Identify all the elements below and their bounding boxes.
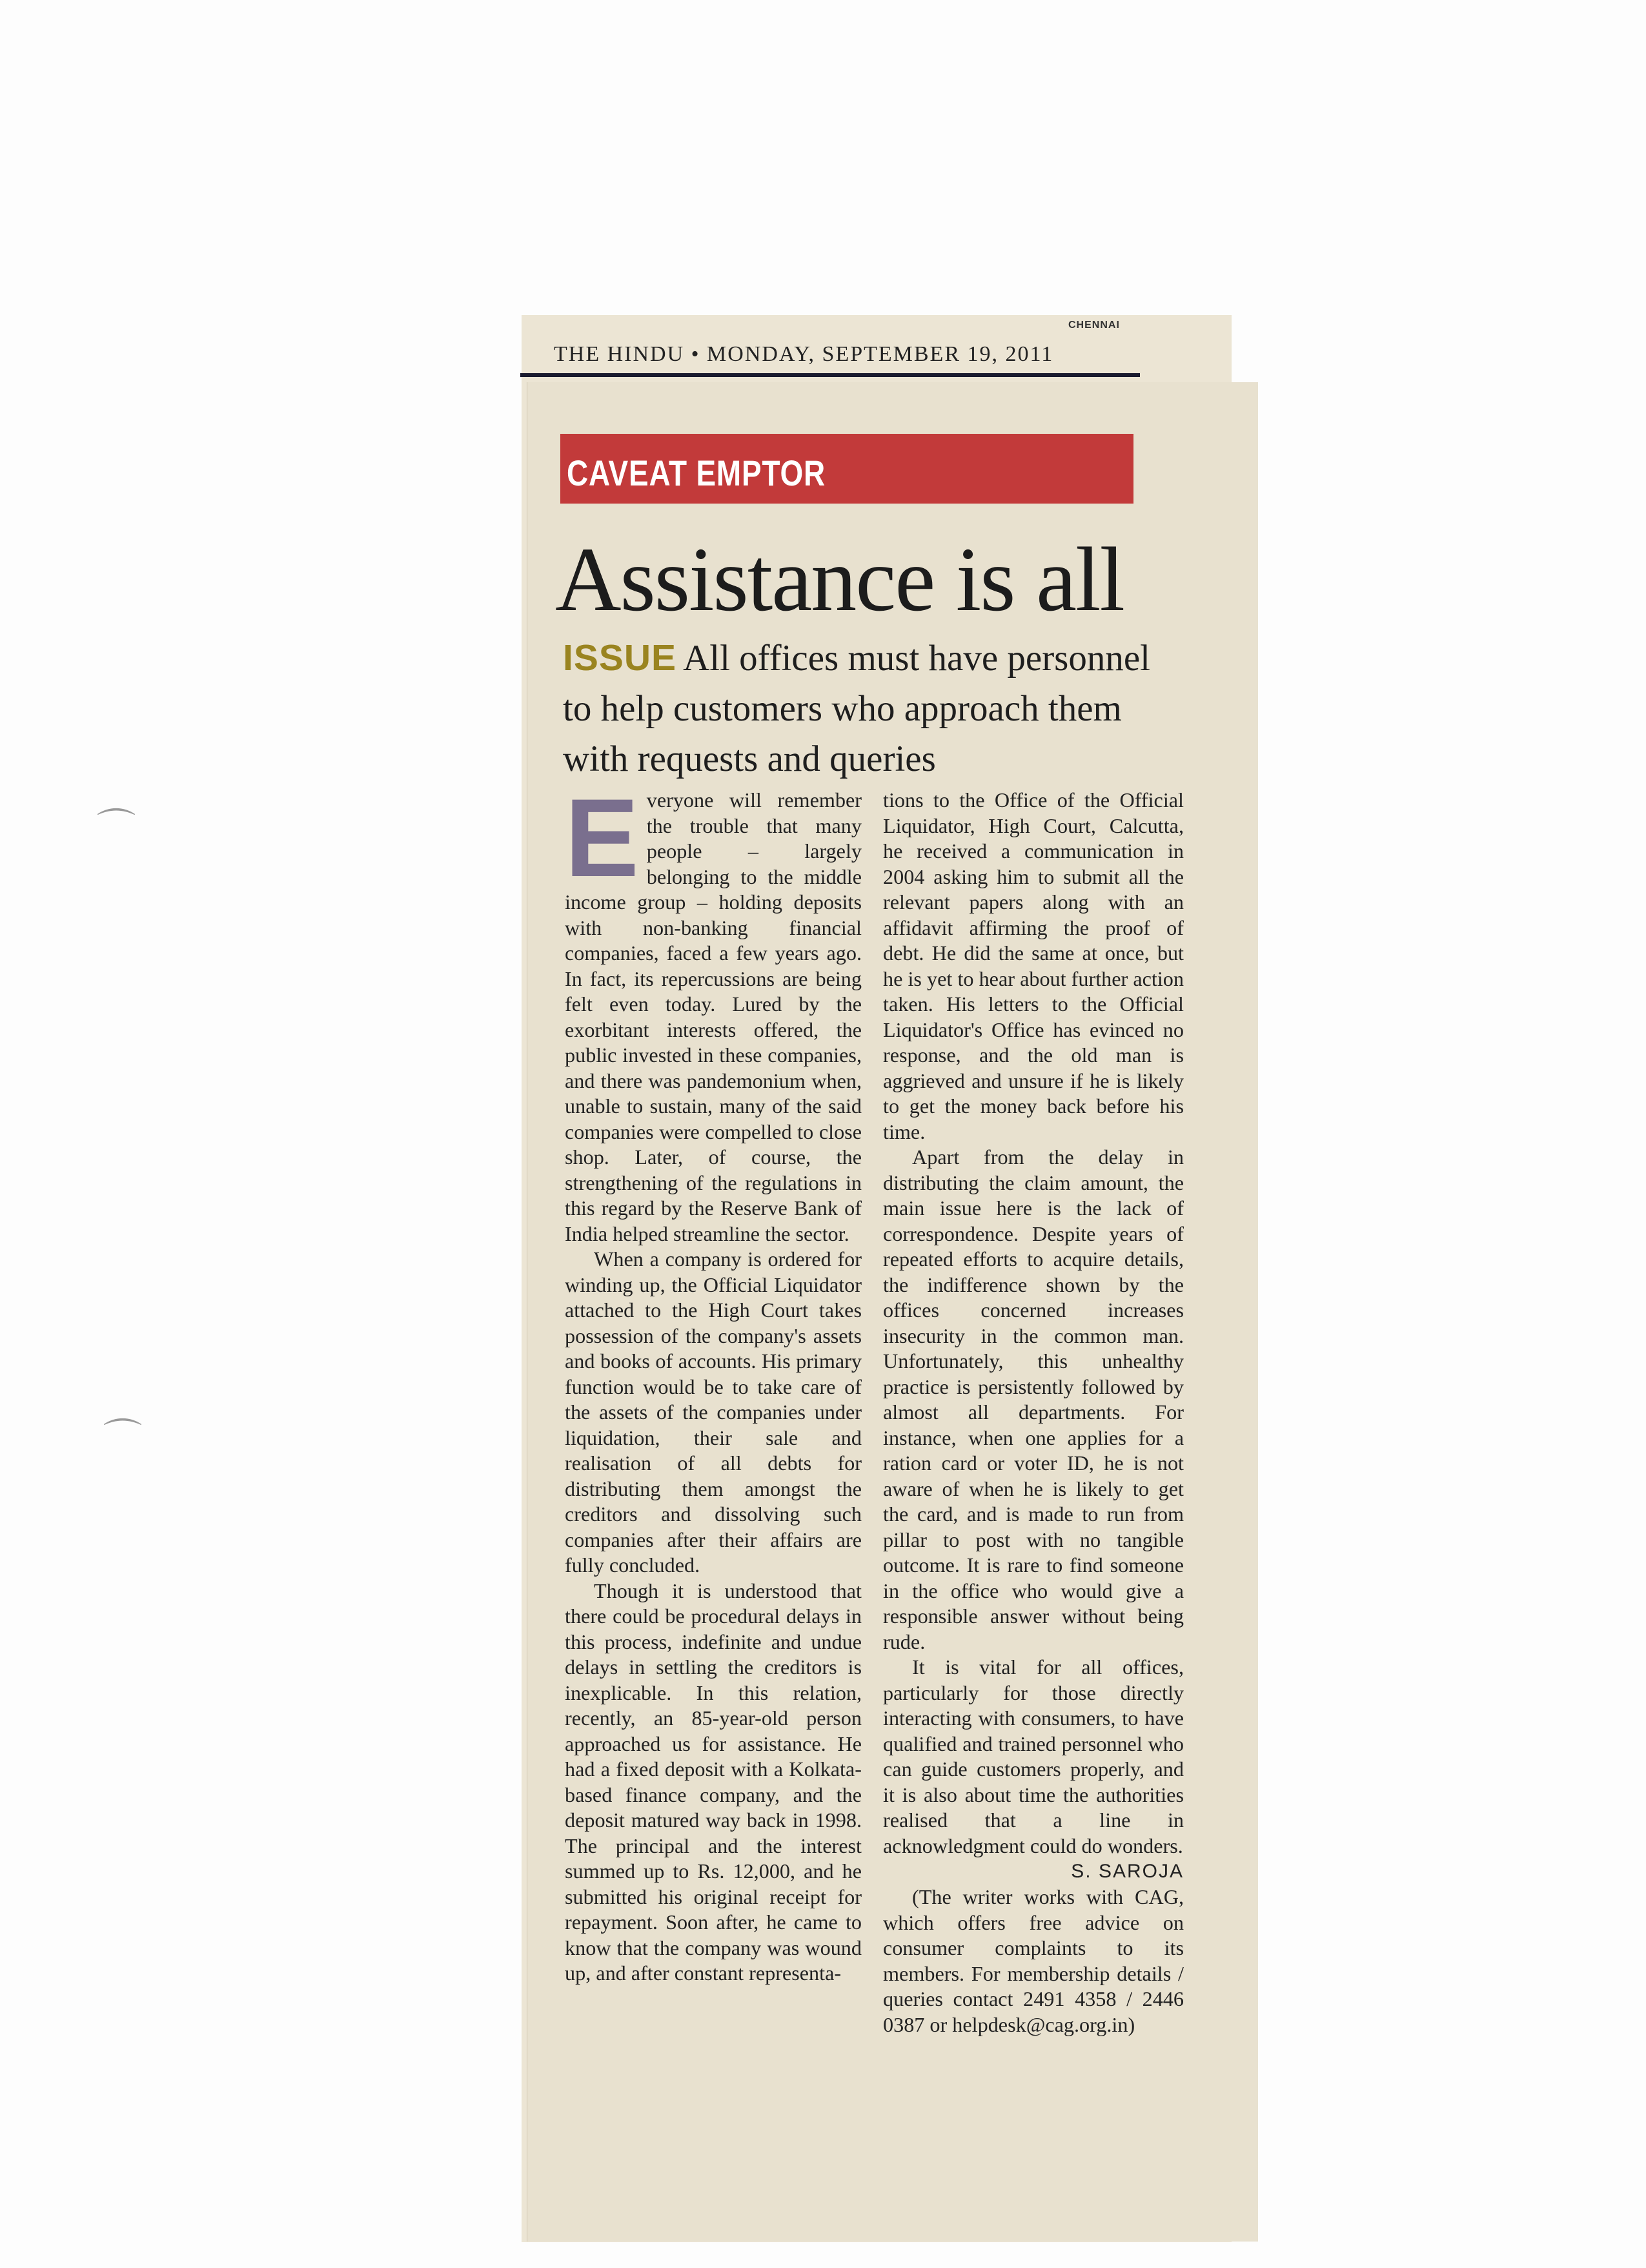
punch-mark-bottom: ⌒	[103, 1416, 142, 1461]
drop-cap: E	[565, 776, 639, 900]
standfirst-text: All offices must have personnel to help customers who approach them with requests and queries	[563, 638, 1151, 779]
paragraph-text: veryone will remember the trouble that many people – largely belonging to the middle income group – holding deposits with non-banking financial companies, faced a few years ago. In fact, its repercussions are being felt even today. Lured by the exorbitant interests offered, the public invested in these companies, and there was pandemonium when, unable to sustain, many of the said companies were compelled to close shop. Later, of course, the strengthening of the regulations in this regard by the Reserve Bank of India helped streamline the sector.	[565, 788, 862, 1245]
paragraph: When a company is ordered for winding up, the Official Liquidator attached to the High Court takes possession of the company's assets and books of accounts. His primary function would be to take care of the assets of the companies under liquidation, their sale and realisation of all debts for distributing them amongst the creditors and dissolving such companies after their affairs are fully concluded.	[565, 1247, 862, 1577]
masthead-rule	[520, 373, 1140, 377]
paragraph: tions to the Office of the Official Liquidator, High Court, Calcutta, he received a communication in 2004 asking him to submit all the relevant papers along with an affidavit affirming the proof of debt. He did the same at once, but he is yet to hear about further action taken. His letters to the Official Liquidator's Office has evinced no response, and the old man is aggrieved and unsure if he is likely to get the money back before his time.	[883, 788, 1184, 1143]
paragraph: Though it is understood that there could be procedural delays in this process, indefinite and undue delays in settling the creditors is inexplicable. In this relation, recently, an 85-year-old person approached us for assistance. He had a fixed deposit with a Kolkata-based finance company, and the deposit matured way back in 1998. The principal and the interest summed up to Rs. 12,000, and he submitted his original receipt for repayment. Soon after, he came to know that the company was wound up, and after constant representa-	[565, 1578, 862, 1985]
issue-tag: ISSUE	[563, 637, 677, 679]
punch-mark-top: ⌒	[97, 806, 136, 851]
article-column-2	[883, 788, 1184, 2038]
masthead: THE HINDU • MONDAY, SEPTEMBER 19, 2011	[554, 342, 1054, 366]
headline: Assistance is all	[555, 528, 1124, 630]
article-column-1	[565, 776, 862, 1987]
edition-label: CHENNAI	[1068, 320, 1120, 331]
paragraph: It is vital for all offices, particularly for those directly interacting with consumers, to have qualified and trained personnel who can guide customers properly, and it is also about time the authorities realised that a line in acknowledgment could do wonders.	[883, 1655, 1184, 1857]
paragraph	[565, 776, 862, 1247]
paragraph: Apart from the delay in distributing the claim amount, the main issue here is the lack of correspondence. Despite years of repeated efforts to acquire details, the indifference shown by the offices concerned increases insecurity in the common man. Unfortunately, this unhealthy practice is persistently followed by almost all departments. For instance, when one applies for a ration card or voter ID, he is not aware of when he is likely to get the card, and is made to run from pillar to post with no tangible outcome. It is rare to find someone in the office who would give a responsible answer without being rude.	[883, 1145, 1184, 1653]
kicker-text: CAVEAT EMPTOR	[567, 453, 826, 493]
writer-note: (The writer works with CAG, which offers free advice on consumer complaints to its members. For membership details / queries contact 2491 4358 / 2446 0387 or helpdesk@cag.org.in)	[883, 1885, 1184, 2036]
standfirst	[563, 633, 1170, 784]
byline: S. SAROJA	[1071, 1861, 1184, 1882]
section-kicker	[560, 434, 1133, 504]
